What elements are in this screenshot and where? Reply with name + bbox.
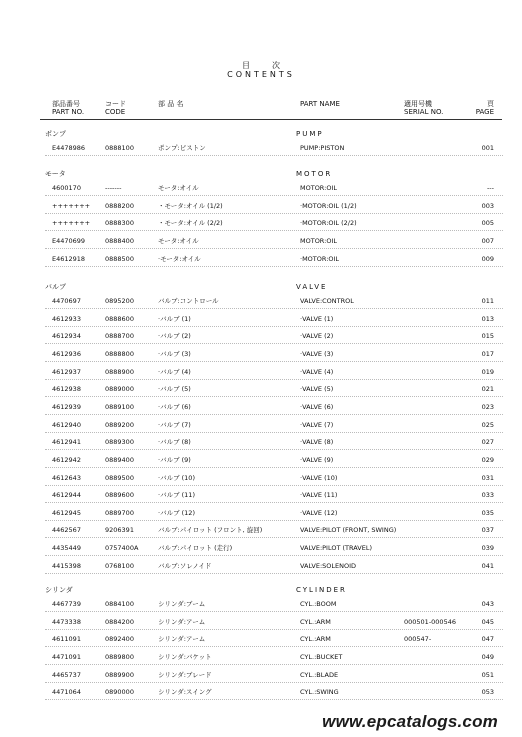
row-separator <box>45 343 503 344</box>
table-row[interactable] <box>0 524 522 536</box>
row-separator <box>45 520 503 521</box>
section-title-en: PUMP <box>296 130 324 138</box>
cell-code: 0884200 <box>105 617 134 626</box>
cell-code: 0888300 <box>105 219 134 228</box>
cell-code: 0889300 <box>105 438 134 447</box>
cell-page: 025 <box>481 420 494 429</box>
cell-jp: ・モータ:オイル (2/2) <box>158 219 223 228</box>
section-header <box>0 584 522 596</box>
row-separator <box>45 485 503 486</box>
row-separator <box>45 308 503 309</box>
cell-en: MOTOR:OIL <box>300 184 337 192</box>
cell-en: CYL.:BLADE <box>300 670 339 679</box>
cell-en: PUMP:PISTON <box>300 144 345 152</box>
cell-serial: 000501-000546 <box>404 617 456 626</box>
cell-jp: ·バルブ (10) <box>158 473 195 482</box>
row-separator <box>45 396 503 397</box>
row-separator <box>45 414 503 415</box>
section-title-en: MOTOR <box>296 170 333 178</box>
cell-code: 0888500 <box>105 254 134 263</box>
cell-code: 0888100 <box>105 144 134 152</box>
cell-code: 0889700 <box>105 508 134 517</box>
cell-page: 007 <box>481 236 494 245</box>
row-separator <box>45 555 503 556</box>
cell-en: VALVE:PILOT (TRAVEL) <box>300 544 373 553</box>
cell-en: ·MOTOR:OIL (1/2) <box>300 201 357 210</box>
cell-part: 4612939 <box>52 402 81 411</box>
cell-code: 0768100 <box>105 561 134 570</box>
table-row[interactable] <box>0 383 522 395</box>
table-row[interactable] <box>0 401 522 413</box>
cell-code: ------- <box>105 184 122 192</box>
section-header <box>0 281 522 293</box>
cell-jp: シリンダ:ブーム <box>158 600 206 608</box>
cell-jp: ·バルブ (12) <box>158 508 195 517</box>
row-separator <box>45 213 503 214</box>
section-title-jp: ポンプ <box>45 130 66 138</box>
table-row[interactable] <box>0 436 522 448</box>
cell-en: CYL.:SWING <box>300 688 339 697</box>
cell-part: 4462567 <box>52 526 81 535</box>
cell-en: CYL.:ARM <box>300 617 331 626</box>
cell-page: 027 <box>481 438 494 447</box>
watermark-url: www.epcatalogs.com <box>322 712 498 731</box>
cell-en: CYL.:BOOM <box>300 600 337 608</box>
cell-en: ·VALVE (5) <box>300 385 334 394</box>
header-code-jp: コード <box>105 100 126 108</box>
cell-en: VALVE:SOLENOID <box>300 561 356 570</box>
cell-part: 4471064 <box>52 688 81 697</box>
cell-page: 005 <box>481 219 494 228</box>
cell-part: 4473338 <box>52 617 81 626</box>
table-row[interactable] <box>0 348 522 360</box>
row-separator <box>45 664 503 665</box>
cell-part: 4612643 <box>52 473 81 482</box>
cell-code: 0889400 <box>105 455 134 464</box>
cell-en: ·VALVE (6) <box>300 402 334 411</box>
cell-en: ·VALVE (3) <box>300 349 334 358</box>
cell-page: 045 <box>481 617 494 626</box>
cell-code: 0884100 <box>105 600 134 608</box>
cell-jp: モータ:オイル <box>158 236 199 245</box>
table-row[interactable] <box>0 686 522 698</box>
cell-en: CYL.:BUCKET <box>300 652 343 661</box>
table-row[interactable] <box>0 200 522 212</box>
cell-en: ·MOTOR:OIL (2/2) <box>300 219 357 228</box>
cell-en: MOTOR:OIL <box>300 236 337 245</box>
table-row[interactable] <box>0 651 522 663</box>
row-separator <box>45 699 503 700</box>
cell-page: 019 <box>481 367 494 376</box>
header-rule <box>40 119 502 120</box>
cell-part: 4611091 <box>52 635 81 644</box>
row-separator <box>45 230 503 231</box>
cell-code: 0888900 <box>105 367 134 376</box>
table-row[interactable] <box>0 182 522 194</box>
table-row[interactable] <box>0 542 522 554</box>
cell-serial: 000547- <box>404 635 432 644</box>
header-part-en: PART NO. <box>52 108 85 116</box>
cell-page: 041 <box>481 561 494 570</box>
cell-page: 013 <box>481 314 494 323</box>
table-row[interactable] <box>0 217 522 229</box>
cell-page: 035 <box>481 508 494 517</box>
cell-code: 0889800 <box>105 652 134 661</box>
cell-jp: ·バルブ (3) <box>158 349 191 358</box>
section-title-en: VALVE <box>296 283 328 291</box>
cell-jp: シリンダ:アーム <box>158 635 206 644</box>
table-row[interactable] <box>0 560 522 572</box>
cell-code: 9206391 <box>105 526 134 535</box>
table-row[interactable] <box>0 472 522 484</box>
cell-jp: シリンダ:アーム <box>158 617 206 626</box>
header-page-en: PAGE <box>475 108 494 116</box>
cell-part: E4470699 <box>52 236 86 245</box>
page-title-en: CONTENTS <box>227 70 295 79</box>
cell-page: 021 <box>481 385 494 394</box>
table-row[interactable] <box>0 616 522 628</box>
row-separator <box>45 155 503 156</box>
cell-part: 4612934 <box>52 332 81 341</box>
table-row[interactable] <box>0 454 522 466</box>
table-row[interactable] <box>0 489 522 501</box>
table-row[interactable] <box>0 507 522 519</box>
table-row[interactable] <box>0 253 522 265</box>
cell-part: 4612936 <box>52 349 81 358</box>
row-separator <box>45 432 503 433</box>
cell-jp: ·バルブ (11) <box>158 491 195 500</box>
row-separator <box>45 537 503 538</box>
cell-part: 4612945 <box>52 508 81 517</box>
cell-code: 0889200 <box>105 420 134 429</box>
section-header <box>0 128 522 140</box>
table-row[interactable] <box>0 366 522 378</box>
header-code-en: CODE <box>105 108 126 116</box>
header-page <box>476 100 494 116</box>
cell-part: +++++++ <box>52 201 91 210</box>
cell-page: 009 <box>481 254 494 263</box>
table-row[interactable] <box>0 295 522 307</box>
cell-part: 4471091 <box>52 652 81 661</box>
cell-jp: ·バルブ (6) <box>158 402 191 411</box>
section-title-en: CYLINDER <box>296 586 347 594</box>
section-title-jp: モータ <box>45 170 66 178</box>
header-name-jp: 部 品 名 <box>158 100 184 108</box>
cell-page: 011 <box>481 297 494 305</box>
cell-page: 051 <box>481 670 494 679</box>
table-row[interactable] <box>0 598 522 610</box>
cell-code: 0888600 <box>105 314 134 323</box>
row-separator <box>45 326 503 327</box>
cell-part: E4478986 <box>52 144 86 152</box>
cell-jp: ·バルブ (9) <box>158 455 191 464</box>
cell-en: VALVE:PILOT (FRONT, SWING) <box>300 526 397 535</box>
cell-part: 4612944 <box>52 491 81 500</box>
cell-jp: ·バルブ (1) <box>158 314 191 323</box>
cell-en: CYL.:ARM <box>300 635 331 644</box>
cell-part: 4600170 <box>52 184 81 192</box>
cell-code: 0889600 <box>105 491 134 500</box>
cell-code: 0757400A <box>105 544 139 553</box>
row-separator <box>45 266 503 267</box>
cell-page: 003 <box>481 201 494 210</box>
header-serial-jp: 適用号機 <box>404 100 432 108</box>
cell-en: ·VALVE (12) <box>300 508 338 517</box>
table-row[interactable] <box>0 313 522 325</box>
cell-part: 4467739 <box>52 600 81 608</box>
cell-part: 4470697 <box>52 297 81 305</box>
cell-page: 015 <box>481 332 494 341</box>
cell-jp: バルブ:コントロール <box>158 297 219 305</box>
cell-jp: モータ:オイル <box>158 184 199 192</box>
cell-jp: バルブ:パイロット (走行) <box>158 544 233 553</box>
cell-en: ·MOTOR:OIL <box>300 254 340 263</box>
cell-page: 053 <box>481 688 494 697</box>
cell-part: 4435449 <box>52 544 81 553</box>
header-serial <box>404 100 443 116</box>
table-row[interactable] <box>0 142 522 154</box>
cell-code: 0895200 <box>105 297 134 305</box>
row-separator <box>45 379 503 380</box>
cell-page: 047 <box>481 635 494 644</box>
table-row[interactable] <box>0 330 522 342</box>
cell-part: 4612933 <box>52 314 81 323</box>
header-name-en: PART NAME <box>300 100 340 108</box>
cell-jp: ·バルブ (2) <box>158 332 191 341</box>
cell-en: ·VALVE (10) <box>300 473 338 482</box>
cell-jp: シリンダ:スイング <box>158 688 212 697</box>
cell-part: +++++++ <box>52 219 91 228</box>
cell-en: ·VALVE (9) <box>300 455 334 464</box>
row-separator <box>45 449 503 450</box>
row-separator <box>45 361 503 362</box>
cell-jp: ·バルブ (7) <box>158 420 191 429</box>
cell-en: ·VALVE (11) <box>300 491 338 500</box>
page-title-jp: 目次 <box>242 61 302 70</box>
cell-jp: ·モータ:オイル <box>158 254 201 263</box>
section-title-jp: シリンダ <box>45 586 73 594</box>
cell-jp: シリンダ:バケット <box>158 652 212 661</box>
row-separator <box>45 502 503 503</box>
row-separator <box>45 646 503 647</box>
cell-part: 4612941 <box>52 438 81 447</box>
cell-jp: バルブ:ソレノイド <box>158 561 212 570</box>
cell-code: 0890000 <box>105 688 134 697</box>
row-separator <box>45 682 503 683</box>
table-row[interactable] <box>0 669 522 681</box>
cell-jp: ·バルブ (5) <box>158 385 191 394</box>
cell-code: 0888200 <box>105 201 134 210</box>
cell-jp: シリンダ:ブレード <box>158 670 212 679</box>
cell-code: 0888700 <box>105 332 134 341</box>
table-row[interactable] <box>0 235 522 247</box>
cell-en: ·VALVE (2) <box>300 332 334 341</box>
section-header <box>0 168 522 180</box>
cell-jp: バルブ:パイロット (フロント, 旋回) <box>158 526 263 535</box>
cell-en: ·VALVE (4) <box>300 367 334 376</box>
cell-en: ·VALVE (7) <box>300 420 334 429</box>
cell-part: 4612942 <box>52 455 81 464</box>
cell-code: 0888400 <box>105 236 134 245</box>
row-separator <box>45 629 503 630</box>
header-code <box>105 100 126 116</box>
cell-page: 001 <box>481 144 494 152</box>
cell-part: 4612940 <box>52 420 81 429</box>
cell-code: 0889000 <box>105 385 134 394</box>
cell-en: ·VALVE (1) <box>300 314 334 323</box>
row-separator <box>45 467 503 468</box>
header-part-jp: 部品番号 <box>52 100 80 108</box>
section-title-jp: バルブ <box>45 283 66 291</box>
cell-code: 0892400 <box>105 635 134 644</box>
cell-code: 0889500 <box>105 473 134 482</box>
cell-page: 049 <box>481 652 494 661</box>
cell-jp: ·バルブ (4) <box>158 367 191 376</box>
cell-page: 033 <box>481 491 494 500</box>
table-row[interactable] <box>0 419 522 431</box>
cell-part: 4465737 <box>52 670 81 679</box>
cell-page: 037 <box>481 526 494 535</box>
cell-part: 4415398 <box>52 561 81 570</box>
cell-code: 0889900 <box>105 670 134 679</box>
header-serial-en: SERIAL NO. <box>404 108 444 116</box>
cell-page: 039 <box>481 544 494 553</box>
cell-code: 0888800 <box>105 349 134 358</box>
cell-part: 4612938 <box>52 385 81 394</box>
row-separator <box>45 248 503 249</box>
row-separator <box>45 611 503 612</box>
row-separator <box>45 195 503 196</box>
cell-code: 0889100 <box>105 402 134 411</box>
cell-page: 031 <box>481 473 494 482</box>
row-separator <box>45 573 503 574</box>
header-part-no <box>52 100 84 116</box>
cell-page: 023 <box>481 402 494 411</box>
cell-page: 029 <box>481 455 494 464</box>
cell-page: 043 <box>481 600 494 608</box>
cell-part: 4612937 <box>52 367 81 376</box>
cell-jp: ポンプ:ピストン <box>158 144 206 152</box>
cell-en: VALVE:CONTROL <box>300 297 354 305</box>
table-row[interactable] <box>0 633 522 645</box>
cell-part: E4612918 <box>52 254 86 263</box>
cell-en: ·VALVE (8) <box>300 438 334 447</box>
cell-jp: ·バルブ (8) <box>158 438 191 447</box>
header-page-jp: 頁 <box>487 100 494 108</box>
cell-page: --- <box>486 184 494 192</box>
cell-jp: ・モータ:オイル (1/2) <box>158 201 223 210</box>
cell-page: 017 <box>481 349 494 358</box>
